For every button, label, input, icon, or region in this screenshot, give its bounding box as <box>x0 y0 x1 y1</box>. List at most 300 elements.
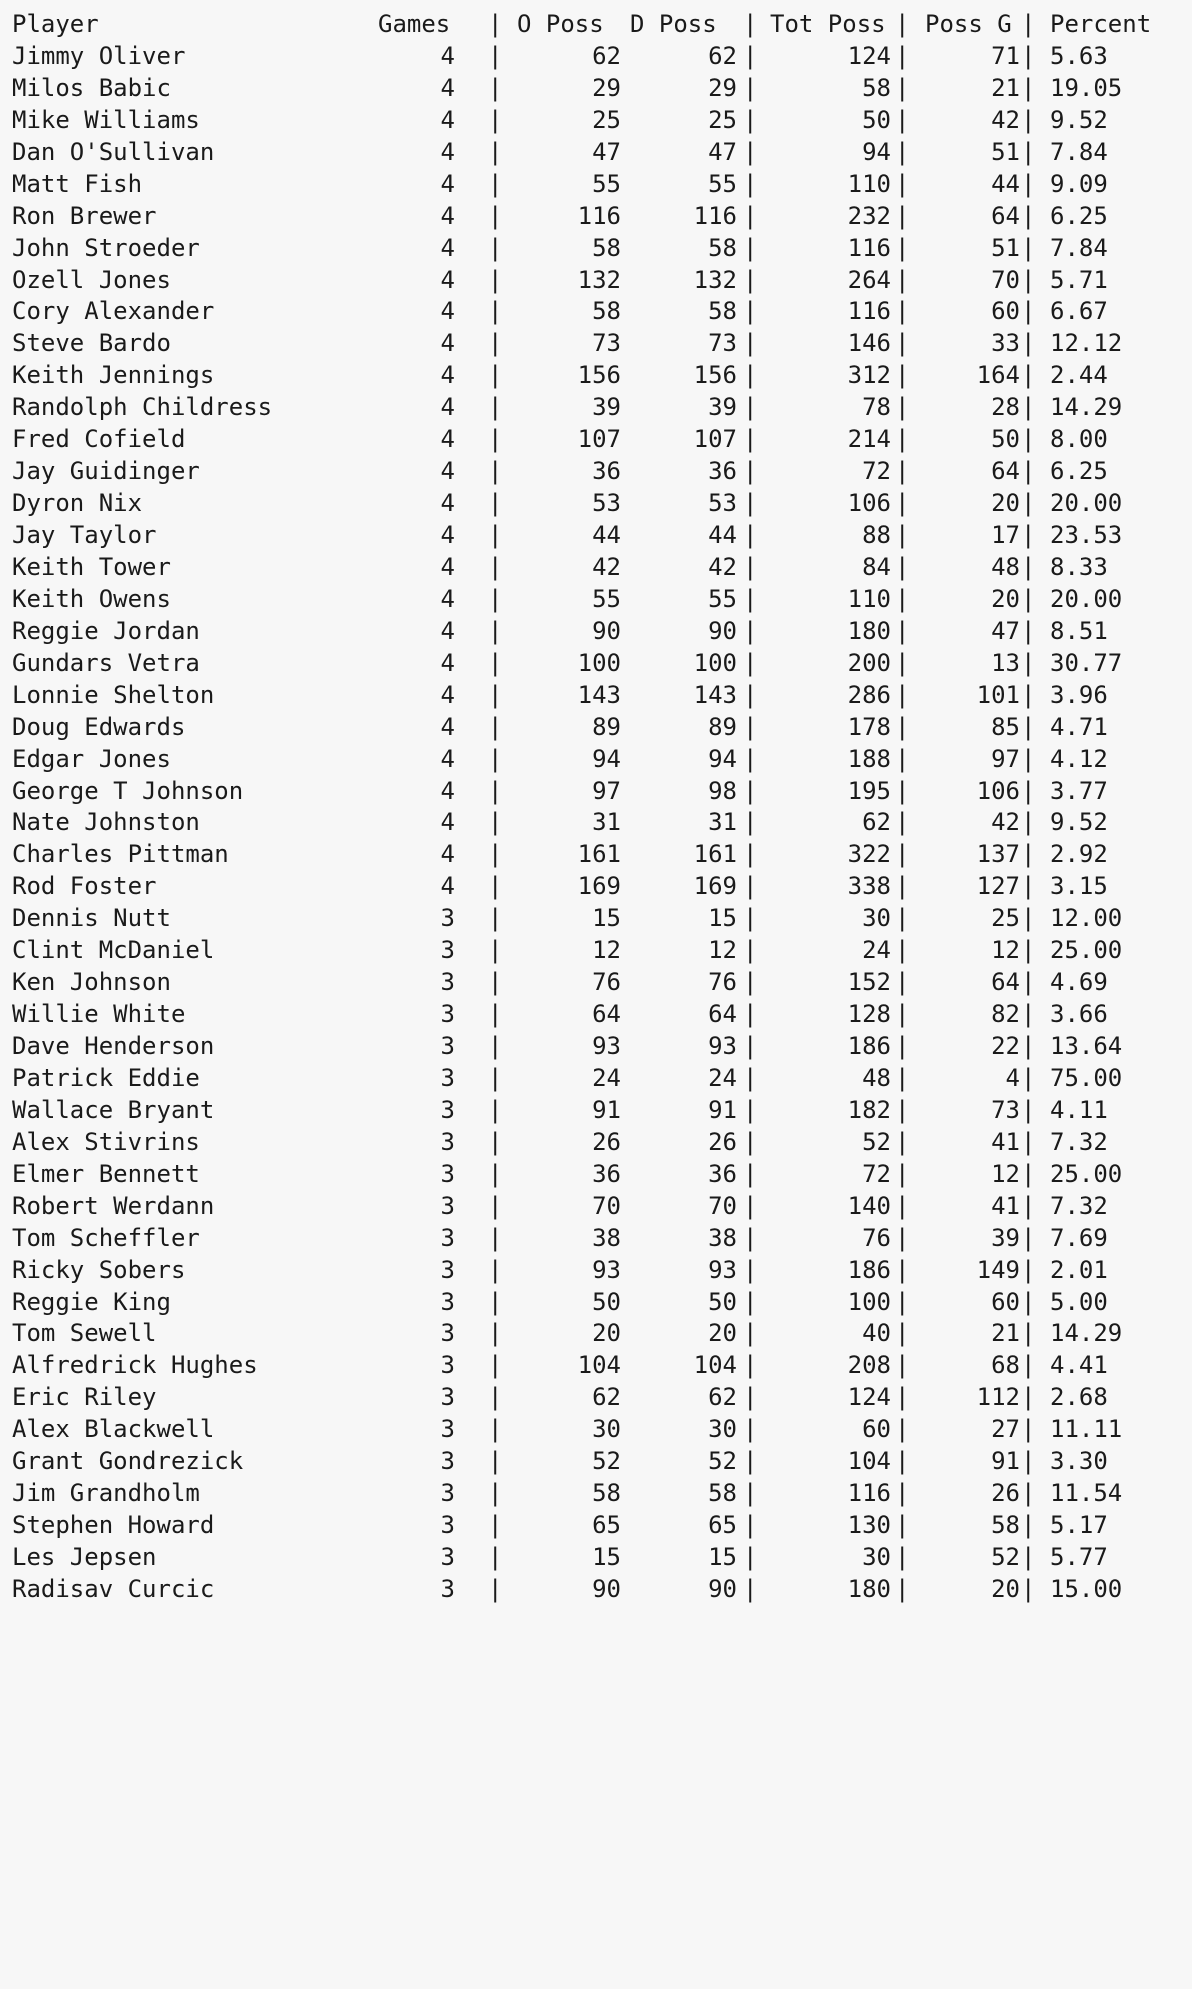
table-row <box>0 1318 1192 1350</box>
cell-player: Keith Jennings <box>12 361 215 390</box>
cell-poss-g: 91 <box>991 1447 1020 1476</box>
cell-games: 4 <box>440 584 455 613</box>
column-separator: | <box>895 904 910 933</box>
cell-poss-g: 33 <box>991 329 1020 358</box>
column-separator: | <box>895 233 910 262</box>
cell-percent: 19.05 <box>1050 73 1123 102</box>
cell-tot-poss: 116 <box>847 1479 891 1508</box>
cell-d-poss: 39 <box>708 393 737 422</box>
cell-games: 3 <box>440 968 455 997</box>
cell-player: Milos Babic <box>12 73 171 102</box>
cell-percent: 7.69 <box>1050 1223 1108 1252</box>
cell-player: Steve Bardo <box>12 329 171 358</box>
column-separator: | <box>895 1351 910 1380</box>
column-separator: | <box>743 297 758 326</box>
cell-player: Alex Stivrins <box>12 1127 200 1156</box>
cell-games: 4 <box>440 552 455 581</box>
cell-tot-poss: 84 <box>862 552 891 581</box>
column-separator: | <box>895 297 910 326</box>
cell-player: Dan O'Sullivan <box>12 137 215 166</box>
column-separator: | <box>895 936 910 965</box>
cell-games: 3 <box>440 1383 455 1412</box>
column-separator: | <box>1021 1543 1036 1571</box>
column-separator: | <box>895 776 910 805</box>
column-separator: | <box>1021 425 1036 454</box>
cell-tot-poss: 124 <box>847 1383 891 1412</box>
column-separator: | <box>895 1383 910 1412</box>
cell-poss-g: 20 <box>991 1574 1020 1603</box>
cell-d-poss: 20 <box>708 1319 737 1348</box>
table-row <box>0 1031 1192 1063</box>
cell-player: Doug Edwards <box>12 712 186 741</box>
cell-poss-g: 82 <box>991 1000 1020 1029</box>
column-separator: | <box>1021 968 1036 997</box>
column-separator: | <box>895 1287 910 1316</box>
table-row <box>0 1414 1192 1446</box>
cell-o-poss: 62 <box>592 1383 621 1412</box>
column-separator: | <box>488 1127 503 1156</box>
cell-percent: 20.00 <box>1050 584 1123 613</box>
cell-player: Dyron Nix <box>12 489 143 518</box>
cell-d-poss: 53 <box>708 489 737 518</box>
cell-percent: 3.15 <box>1050 872 1108 901</box>
cell-tot-poss: 52 <box>862 1127 891 1156</box>
column-separator: | <box>1021 105 1036 134</box>
cell-poss-g: 28 <box>991 393 1020 422</box>
cell-games: 3 <box>440 1351 455 1380</box>
column-separator: | <box>488 680 503 709</box>
column-separator: | <box>488 265 503 294</box>
table-row <box>0 265 1192 297</box>
column-separator: | <box>1021 1191 1036 1220</box>
cell-games: 4 <box>440 201 455 230</box>
table-header-row <box>0 9 1192 41</box>
cell-o-poss: 169 <box>577 872 621 901</box>
column-separator: | <box>743 584 758 613</box>
column-separator: | <box>895 73 910 102</box>
header-poss-g: Poss G <box>925 10 1012 38</box>
cell-poss-g: 68 <box>991 1351 1020 1380</box>
cell-o-poss: 58 <box>592 1479 621 1508</box>
column-separator: | <box>1021 1127 1036 1156</box>
cell-player: Jimmy Oliver <box>12 41 186 70</box>
column-separator: | <box>488 1543 503 1571</box>
column-separator: | <box>1021 936 1036 965</box>
column-separator: | <box>895 744 910 773</box>
column-separator: | <box>743 137 758 166</box>
cell-player: Ron Brewer <box>12 201 157 230</box>
cell-percent: 9.09 <box>1050 169 1108 198</box>
column-separator: | <box>743 1191 758 1220</box>
cell-d-poss: 47 <box>708 137 737 166</box>
cell-percent: 4.69 <box>1050 968 1108 997</box>
cell-percent: 7.84 <box>1050 137 1108 166</box>
cell-player: Ricky Sobers <box>12 1255 186 1284</box>
cell-d-poss: 90 <box>708 616 737 645</box>
table-row <box>0 1382 1192 1414</box>
cell-percent: 8.33 <box>1050 552 1108 581</box>
cell-tot-poss: 48 <box>862 1063 891 1092</box>
cell-tot-poss: 110 <box>847 169 891 198</box>
column-separator: | <box>488 936 503 965</box>
cell-d-poss: 24 <box>708 1063 737 1092</box>
cell-tot-poss: 124 <box>847 41 891 70</box>
table-row <box>0 424 1192 456</box>
cell-poss-g: 44 <box>991 169 1020 198</box>
column-separator: | <box>895 840 910 869</box>
column-separator: | <box>895 425 910 454</box>
cell-percent: 2.44 <box>1050 361 1108 390</box>
column-separator: | <box>1021 840 1036 869</box>
cell-player: Alex Blackwell <box>12 1415 215 1444</box>
cell-o-poss: 132 <box>577 265 621 294</box>
column-separator: | <box>1021 1159 1036 1188</box>
cell-d-poss: 12 <box>708 936 737 965</box>
cell-percent: 7.32 <box>1050 1191 1108 1220</box>
cell-poss-g: 106 <box>976 776 1020 805</box>
column-separator: | <box>895 457 910 486</box>
table-row <box>0 1350 1192 1382</box>
column-separator: | <box>743 1287 758 1316</box>
cell-o-poss: 31 <box>592 808 621 837</box>
cell-player: Clint McDaniel <box>12 936 215 965</box>
cell-tot-poss: 188 <box>847 744 891 773</box>
cell-poss-g: 27 <box>991 1415 1020 1444</box>
cell-games: 3 <box>440 1319 455 1348</box>
table-row <box>0 1191 1192 1223</box>
cell-percent: 3.30 <box>1050 1447 1108 1476</box>
column-separator: | <box>743 393 758 422</box>
cell-d-poss: 100 <box>693 648 737 677</box>
cell-poss-g: 20 <box>991 489 1020 518</box>
cell-o-poss: 76 <box>592 968 621 997</box>
column-separator: | <box>895 1191 910 1220</box>
header-o-poss: O Poss <box>517 10 604 38</box>
cell-d-poss: 15 <box>708 1543 737 1571</box>
cell-d-poss: 93 <box>708 1255 737 1284</box>
cell-d-poss: 31 <box>708 808 737 837</box>
column-separator: | <box>1021 1383 1036 1412</box>
column-separator: | <box>1021 712 1036 741</box>
column-separator: | <box>895 648 910 677</box>
cell-percent: 8.00 <box>1050 425 1108 454</box>
cell-o-poss: 44 <box>592 521 621 549</box>
column-separator: | <box>1021 201 1036 230</box>
cell-percent: 15.00 <box>1050 1574 1123 1603</box>
cell-o-poss: 52 <box>592 1447 621 1476</box>
cell-tot-poss: 312 <box>847 361 891 390</box>
column-separator: | <box>488 872 503 901</box>
cell-poss-g: 21 <box>991 73 1020 102</box>
cell-poss-g: 112 <box>976 1383 1020 1412</box>
cell-tot-poss: 180 <box>847 616 891 645</box>
cell-player: Alfredrick Hughes <box>12 1351 258 1380</box>
column-separator: | <box>1021 169 1036 198</box>
cell-games: 4 <box>440 712 455 741</box>
cell-player: Edgar Jones <box>12 744 171 773</box>
cell-tot-poss: 182 <box>847 1095 891 1124</box>
cell-d-poss: 38 <box>708 1223 737 1252</box>
cell-player: Wallace Bryant <box>12 1095 215 1124</box>
cell-poss-g: 4 <box>1005 1063 1020 1092</box>
cell-d-poss: 143 <box>693 680 737 709</box>
cell-percent: 30.77 <box>1050 648 1123 677</box>
column-separator: | <box>1021 1511 1036 1540</box>
column-separator: | <box>895 872 910 901</box>
cell-d-poss: 65 <box>708 1511 737 1540</box>
column-separator: | <box>743 552 758 581</box>
column-separator: | <box>743 105 758 134</box>
cell-d-poss: 64 <box>708 1000 737 1029</box>
cell-tot-poss: 200 <box>847 648 891 677</box>
cell-player: Grant Gondrezick <box>12 1447 244 1476</box>
column-separator: | <box>895 552 910 581</box>
column-separator: | <box>488 393 503 422</box>
column-separator: | <box>1021 489 1036 518</box>
column-separator: | <box>488 137 503 166</box>
cell-games: 4 <box>440 41 455 70</box>
cell-player: Ken Johnson <box>12 968 171 997</box>
column-separator: | <box>1021 41 1036 70</box>
cell-o-poss: 104 <box>577 1351 621 1380</box>
cell-player: Robert Werdann <box>12 1191 215 1220</box>
cell-percent: 2.92 <box>1050 840 1108 869</box>
cell-d-poss: 29 <box>708 73 737 102</box>
cell-d-poss: 73 <box>708 329 737 358</box>
column-separator: | <box>743 329 758 358</box>
cell-games: 3 <box>440 1511 455 1540</box>
cell-poss-g: 12 <box>991 1159 1020 1188</box>
column-separator: | <box>743 1351 758 1380</box>
cell-o-poss: 47 <box>592 137 621 166</box>
cell-percent: 3.96 <box>1050 680 1108 709</box>
table-row <box>0 999 1192 1031</box>
column-separator: | <box>743 73 758 102</box>
column-separator: | <box>1021 648 1036 677</box>
cell-games: 4 <box>440 393 455 422</box>
table-body <box>0 41 1192 1606</box>
table-row <box>0 903 1192 935</box>
cell-d-poss: 15 <box>708 904 737 933</box>
column-separator: | <box>743 10 758 38</box>
column-separator: | <box>488 1191 503 1220</box>
cell-games: 4 <box>440 489 455 518</box>
cell-d-poss: 50 <box>708 1287 737 1316</box>
column-separator: | <box>743 265 758 294</box>
column-separator: | <box>895 521 910 549</box>
cell-o-poss: 65 <box>592 1511 621 1540</box>
cell-d-poss: 76 <box>708 968 737 997</box>
cell-o-poss: 29 <box>592 73 621 102</box>
column-separator: | <box>895 361 910 390</box>
cell-d-poss: 62 <box>708 1383 737 1412</box>
cell-tot-poss: 180 <box>847 1574 891 1603</box>
cell-games: 3 <box>440 1287 455 1316</box>
cell-poss-g: 51 <box>991 233 1020 262</box>
cell-tot-poss: 128 <box>847 1000 891 1029</box>
cell-poss-g: 70 <box>991 265 1020 294</box>
cell-player: Matt Fish <box>12 169 143 198</box>
column-separator: | <box>488 552 503 581</box>
cell-d-poss: 161 <box>693 840 737 869</box>
column-separator: | <box>895 1574 910 1603</box>
cell-tot-poss: 24 <box>862 936 891 965</box>
column-separator: | <box>743 808 758 837</box>
cell-player: Tom Scheffler <box>12 1223 200 1252</box>
table-row <box>0 1127 1192 1159</box>
cell-tot-poss: 130 <box>847 1511 891 1540</box>
column-separator: | <box>743 968 758 997</box>
table-row <box>0 328 1192 360</box>
cell-o-poss: 30 <box>592 1415 621 1444</box>
column-separator: | <box>895 1063 910 1092</box>
column-separator: | <box>743 840 758 869</box>
cell-d-poss: 132 <box>693 265 737 294</box>
column-separator: | <box>1021 1223 1036 1252</box>
cell-poss-g: 41 <box>991 1191 1020 1220</box>
column-separator: | <box>743 489 758 518</box>
table-row <box>0 137 1192 169</box>
cell-player: Willie White <box>12 1000 186 1029</box>
cell-tot-poss: 72 <box>862 457 891 486</box>
cell-d-poss: 30 <box>708 1415 737 1444</box>
cell-games: 3 <box>440 1223 455 1252</box>
table-row <box>0 871 1192 903</box>
column-separator: | <box>488 1159 503 1188</box>
cell-d-poss: 104 <box>693 1351 737 1380</box>
column-separator: | <box>743 776 758 805</box>
cell-d-poss: 25 <box>708 105 737 134</box>
column-separator: | <box>488 744 503 773</box>
column-separator: | <box>743 680 758 709</box>
cell-games: 4 <box>440 233 455 262</box>
column-separator: | <box>895 1127 910 1156</box>
cell-player: Keith Owens <box>12 584 171 613</box>
cell-poss-g: 71 <box>991 41 1020 70</box>
cell-percent: 20.00 <box>1050 489 1123 518</box>
column-separator: | <box>488 1415 503 1444</box>
cell-poss-g: 47 <box>991 616 1020 645</box>
cell-o-poss: 50 <box>592 1287 621 1316</box>
column-separator: | <box>488 1095 503 1124</box>
column-separator: | <box>895 680 910 709</box>
cell-poss-g: 20 <box>991 584 1020 613</box>
table-row <box>0 1159 1192 1191</box>
column-separator: | <box>1021 265 1036 294</box>
cell-tot-poss: 106 <box>847 489 891 518</box>
cell-poss-g: 64 <box>991 201 1020 230</box>
column-separator: | <box>743 169 758 198</box>
column-separator: | <box>895 489 910 518</box>
cell-games: 4 <box>440 105 455 134</box>
cell-player: Reggie Jordan <box>12 616 200 645</box>
cell-poss-g: 42 <box>991 808 1020 837</box>
column-separator: | <box>743 1543 758 1571</box>
column-separator: | <box>743 1574 758 1603</box>
cell-d-poss: 169 <box>693 872 737 901</box>
column-separator: | <box>743 936 758 965</box>
column-separator: | <box>488 10 503 38</box>
column-separator: | <box>743 1255 758 1284</box>
cell-tot-poss: 152 <box>847 968 891 997</box>
cell-o-poss: 53 <box>592 489 621 518</box>
table-row <box>0 105 1192 137</box>
cell-poss-g: 12 <box>991 936 1020 965</box>
cell-games: 4 <box>440 808 455 837</box>
cell-poss-g: 42 <box>991 105 1020 134</box>
cell-tot-poss: 88 <box>862 521 891 549</box>
cell-games: 3 <box>440 1415 455 1444</box>
column-separator: | <box>743 425 758 454</box>
cell-player: Cory Alexander <box>12 297 215 326</box>
cell-tot-poss: 30 <box>862 1543 891 1571</box>
cell-tot-poss: 100 <box>847 1287 891 1316</box>
cell-percent: 5.77 <box>1050 1543 1108 1571</box>
cell-player: Keith Tower <box>12 552 171 581</box>
cell-o-poss: 15 <box>592 1543 621 1571</box>
cell-games: 4 <box>440 744 455 773</box>
cell-o-poss: 58 <box>592 297 621 326</box>
column-separator: | <box>743 41 758 70</box>
cell-player: Gundars Vetra <box>12 648 200 677</box>
column-separator: | <box>743 1447 758 1476</box>
column-separator: | <box>1021 361 1036 390</box>
cell-games: 3 <box>440 904 455 933</box>
table-row <box>0 73 1192 105</box>
cell-percent: 9.52 <box>1050 105 1108 134</box>
cell-tot-poss: 110 <box>847 584 891 613</box>
cell-games: 3 <box>440 1255 455 1284</box>
cell-poss-g: 50 <box>991 425 1020 454</box>
cell-d-poss: 91 <box>708 1095 737 1124</box>
column-separator: | <box>1021 1000 1036 1029</box>
column-separator: | <box>895 1032 910 1060</box>
column-separator: | <box>488 169 503 198</box>
cell-tot-poss: 338 <box>847 872 891 901</box>
cell-d-poss: 55 <box>708 584 737 613</box>
cell-d-poss: 89 <box>708 712 737 741</box>
cell-games: 4 <box>440 169 455 198</box>
column-separator: | <box>895 41 910 70</box>
header-player: Player <box>12 10 99 38</box>
column-separator: | <box>895 1095 910 1124</box>
cell-percent: 3.77 <box>1050 776 1108 805</box>
column-separator: | <box>743 1511 758 1540</box>
column-separator: | <box>743 457 758 486</box>
column-separator: | <box>1021 1032 1036 1060</box>
cell-percent: 14.29 <box>1050 393 1123 422</box>
column-separator: | <box>1021 393 1036 422</box>
cell-poss-g: 137 <box>976 840 1020 869</box>
column-separator: | <box>1021 552 1036 581</box>
table-row <box>0 776 1192 808</box>
cell-games: 3 <box>440 1032 455 1060</box>
cell-tot-poss: 178 <box>847 712 891 741</box>
cell-player: Tom Sewell <box>12 1319 157 1348</box>
table-row <box>0 552 1192 584</box>
column-separator: | <box>1021 297 1036 326</box>
cell-o-poss: 90 <box>592 1574 621 1603</box>
column-separator: | <box>488 201 503 230</box>
column-separator: | <box>743 1032 758 1060</box>
cell-games: 4 <box>440 329 455 358</box>
cell-player: Jay Taylor <box>12 521 157 549</box>
column-separator: | <box>488 73 503 102</box>
column-separator: | <box>895 712 910 741</box>
table-row <box>0 1255 1192 1287</box>
cell-o-poss: 93 <box>592 1255 621 1284</box>
cell-games: 3 <box>440 1574 455 1603</box>
